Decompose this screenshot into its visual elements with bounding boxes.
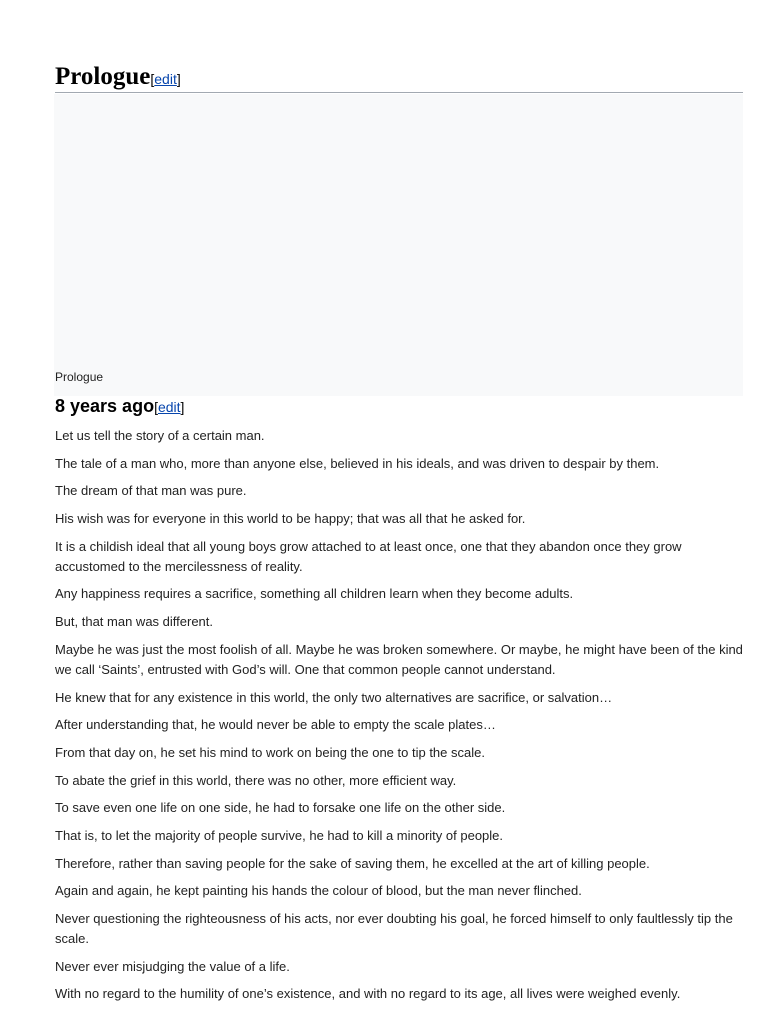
paragraph: It is a childish ideal that all young boys grow attached to at least once, one that they abandon once they grow accustomed to the mercilessness of reality. [55,538,682,574]
paragraph: Therefore, rather than saving people for the sake of saving them, he excelled at the art of killing people. [55,855,650,871]
paragraph: Let us tell the story of a certain man. [55,428,265,443]
edit-section-link-wrapper: [edit] [154,399,185,415]
paragraph: That is, to let the majority of people survive, he had to kill a minority of people. [55,827,504,843]
paragraph: He knew that for any existence in this world, the only two alternatives are sacrifice, or salvation… [55,689,613,705]
paragraph: From that day on, he set his mind to work on being the one to tip the scale. [55,744,485,760]
paragraph: Again and again, he kept painting his hands the colour of blood, but the man never flinched. [55,883,582,899]
paragraph: Never ever misjudging the value of a life. [55,958,290,974]
image-placeholder [54,94,743,396]
paragraph: To save even one life on one side, he had to forsake one life on the other side. [55,800,506,816]
section-heading [55,394,184,419]
paragraph: To abate the grief in this world, there was no other, more efficient way. [55,772,457,788]
article-body [55,426,745,1012]
paragraph: Any happiness requires a sacrifice, something all children learn when they become adults. [55,586,574,602]
edit-section-link-wrapper: [edit] [150,71,181,87]
paragraph: After understanding that, he would never be able to empty the scale plates… [55,717,496,733]
paragraph: With no regard to the humility of one’s existence, and with no regard to its age, all lives were weighed evenly. [55,986,681,1002]
heading-row [55,62,743,93]
paragraph: The tale of a man who, more than anyone else, believed in his ideals, and was driven to despair by them. [55,455,660,471]
paragraph: Never questioning the righteousness of his acts, nor ever doubting his goal, he forced himself to only faultlessly tip the scale. [55,911,733,946]
paragraph: The dream of that man was pure. [55,483,247,499]
paragraph: But, that man was different. [55,614,214,630]
paragraph: His wish was for everyone in this world to be happy; that was all that he asked for. [55,511,526,527]
section-title: 8 years ago [55,396,155,416]
paragraph: Maybe he was just the most foolish of all. Maybe he was broken somewhere. Or maybe, he might have been of the kind we call ‘Saints’, entrusted with God’s will. One that common people cannot understand. [55,641,743,677]
edit-link[interactable]: edit [154,71,177,87]
page-title: Prologue [55,63,151,90]
figure-caption: Prologue [55,370,104,384]
edit-link[interactable]: edit [157,399,181,415]
